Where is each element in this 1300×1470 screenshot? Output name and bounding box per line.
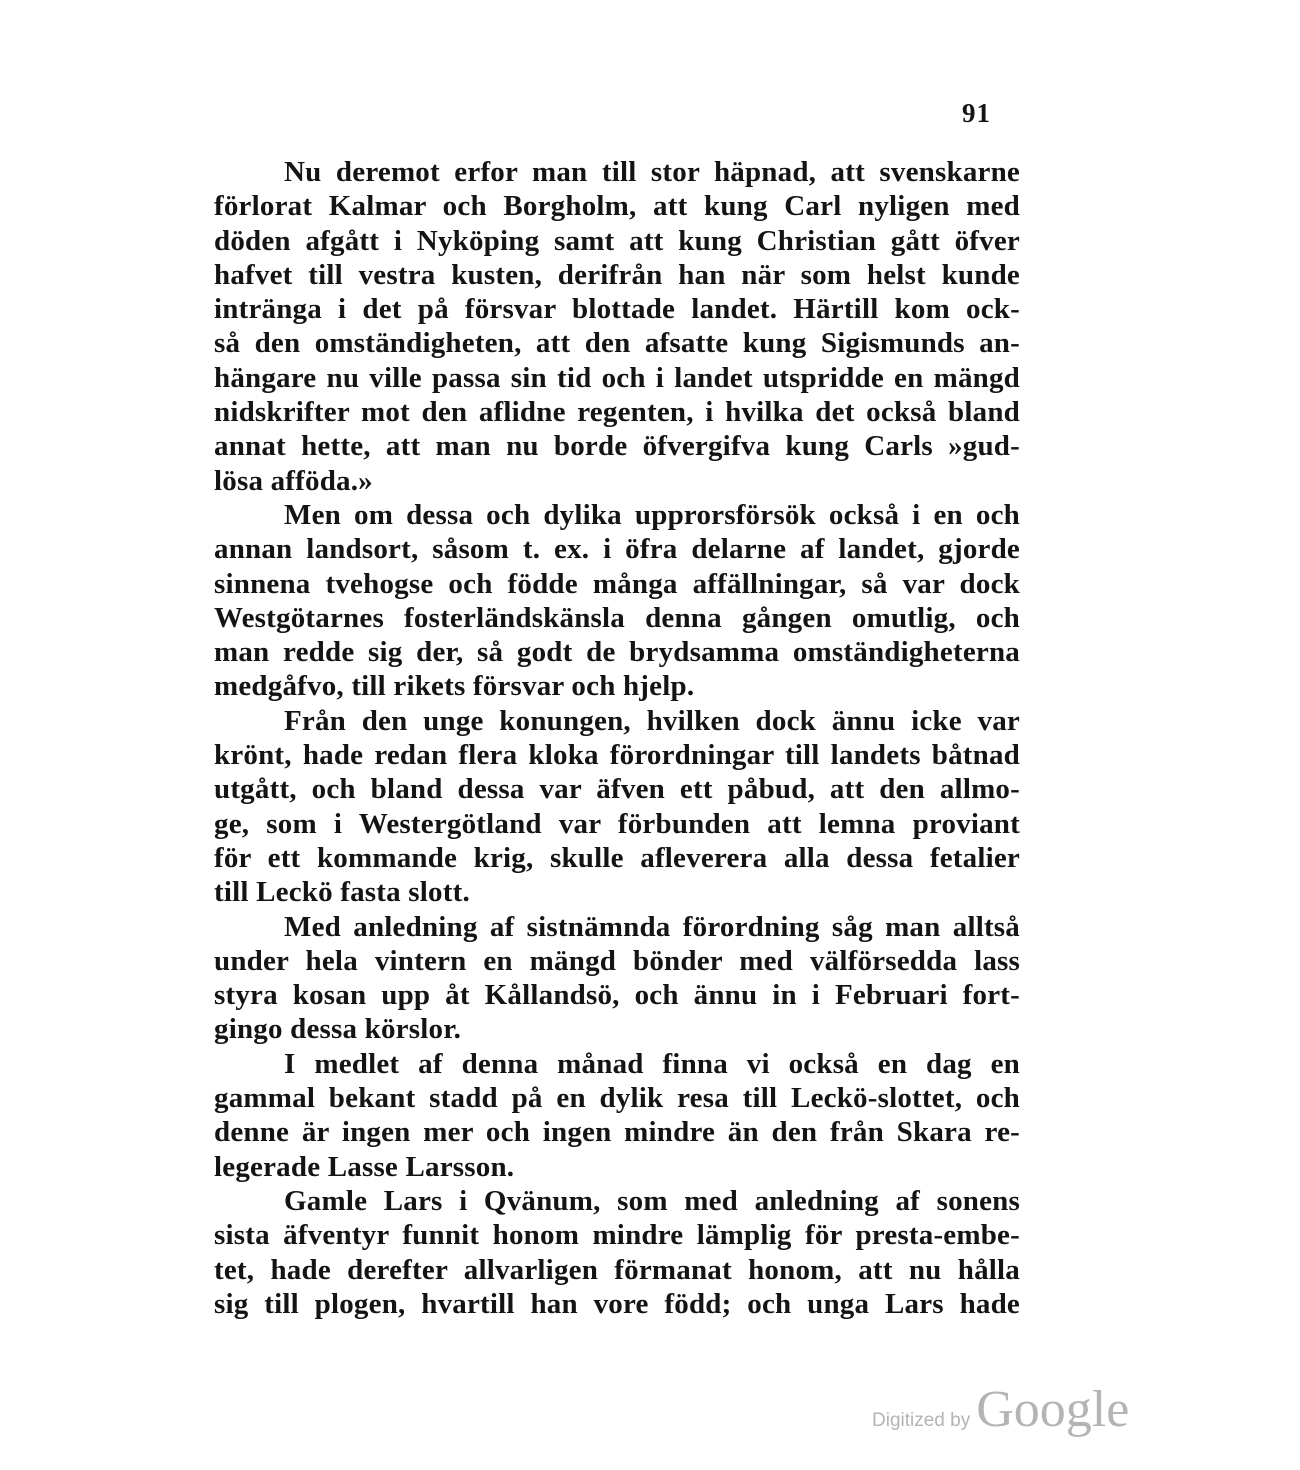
paragraph — [214, 1184, 1020, 1321]
text-line: förlorat Kalmar och Borgholm, att kung Carl nyligen med — [214, 190, 1020, 223]
text-line: man redde sig der, så godt de brydsamma omständigheterna — [214, 636, 1020, 669]
digitized-by-google-watermark — [872, 1380, 1129, 1439]
paragraph — [214, 910, 1020, 1047]
text-line: I medlet af denna månad finna vi också en dag en — [284, 1047, 1020, 1080]
text-line: denne är ingen mer och ingen mindre än den från Skara re- — [214, 1116, 1020, 1149]
watermark-brand: Google — [976, 1381, 1130, 1438]
text-line: Från den unge konungen, hvilken dock ännu icke var — [284, 704, 1020, 737]
text-line: medgåfvo, till rikets försvar och hjelp. — [214, 670, 695, 703]
text-line: lösa afföda.» — [214, 464, 373, 497]
text-line: utgått, och bland dessa var äfven ett påbud, att den allmo- — [214, 773, 1020, 806]
text-line: krönt, hade redan flera kloka förordningar till landets båtnad — [214, 739, 1020, 772]
body-text — [214, 155, 1020, 1321]
text-line: intränga i det på försvar blottade landet. Härtill kom ock- — [214, 293, 1020, 326]
text-line: styra kosan upp åt Kållandsö, och ännu in i Februari fort- — [214, 979, 1020, 1012]
text-line: för ett kommande krig, skulle afleverera alla dessa fetalier — [214, 841, 1020, 874]
text-line: till Leckö fasta slott. — [214, 876, 470, 909]
text-line: Nu deremot erfor man till stor häpnad, att svenskarne — [284, 156, 1020, 188]
text-line: legerade Lasse Larsson. — [214, 1150, 515, 1183]
text-line: Men om dessa och dylika upprorsförsök också i en och — [284, 498, 1020, 531]
text-line: sinnena tvehogse och födde många affällningar, så var dock — [214, 567, 1020, 600]
text-line: så den omständigheten, att den afsatte kung Sigismunds an- — [214, 327, 1020, 360]
paragraph — [214, 1047, 1020, 1184]
watermark-prefix: Digitized by — [872, 1410, 971, 1431]
text-line: under hela vintern en mängd bönder med välförsedda lass — [214, 944, 1020, 977]
text-line: gammal bekant stadd på en dylik resa till Leckö-slottet, och — [214, 1082, 1020, 1115]
text-line: sista äfventyr funnit honom mindre lämplig för presta-embe- — [214, 1219, 1020, 1252]
text-line: Med anledning af sistnämnda förordning såg man alltså — [284, 910, 1020, 943]
text-line: sig till plogen, hvartill han vore född; och unga Lars hade — [214, 1287, 1020, 1320]
text-line: annat hette, att man nu borde öfvergifva kung Carls »gud- — [214, 430, 1020, 463]
text-line: gingo dessa körslor. — [214, 1013, 462, 1046]
text-line: hängare nu ville passa sin tid och i landet utspridde en mängd — [214, 361, 1020, 394]
text-line: ge, som i Westergötland var förbunden att lemna proviant — [214, 807, 1020, 840]
paragraph — [214, 155, 1020, 498]
paragraph — [214, 704, 1020, 910]
text-line: nidskrifter mot den aflidne regenten, i hvilka det också bland — [214, 396, 1020, 429]
paragraph — [214, 498, 1020, 704]
text-line: Westgötarnes fosterländskänsla denna gången omutlig, och — [214, 601, 1020, 634]
text-line: hafvet till vestra kusten, derifrån han när som helst kunde — [214, 258, 1020, 291]
text-line: annan landsort, såsom t. ex. i öfra delarne af landet, gjorde — [214, 533, 1020, 566]
page-number: 91 — [962, 98, 991, 128]
text-line: döden afgått i Nyköping samt att kung Christian gått öfver — [214, 224, 1020, 257]
text-line: Gamle Lars i Qvänum, som med anledning af sonens — [284, 1184, 1020, 1217]
text-line: tet, hade derefter allvarligen förmanat honom, att nu hålla — [214, 1253, 1020, 1286]
